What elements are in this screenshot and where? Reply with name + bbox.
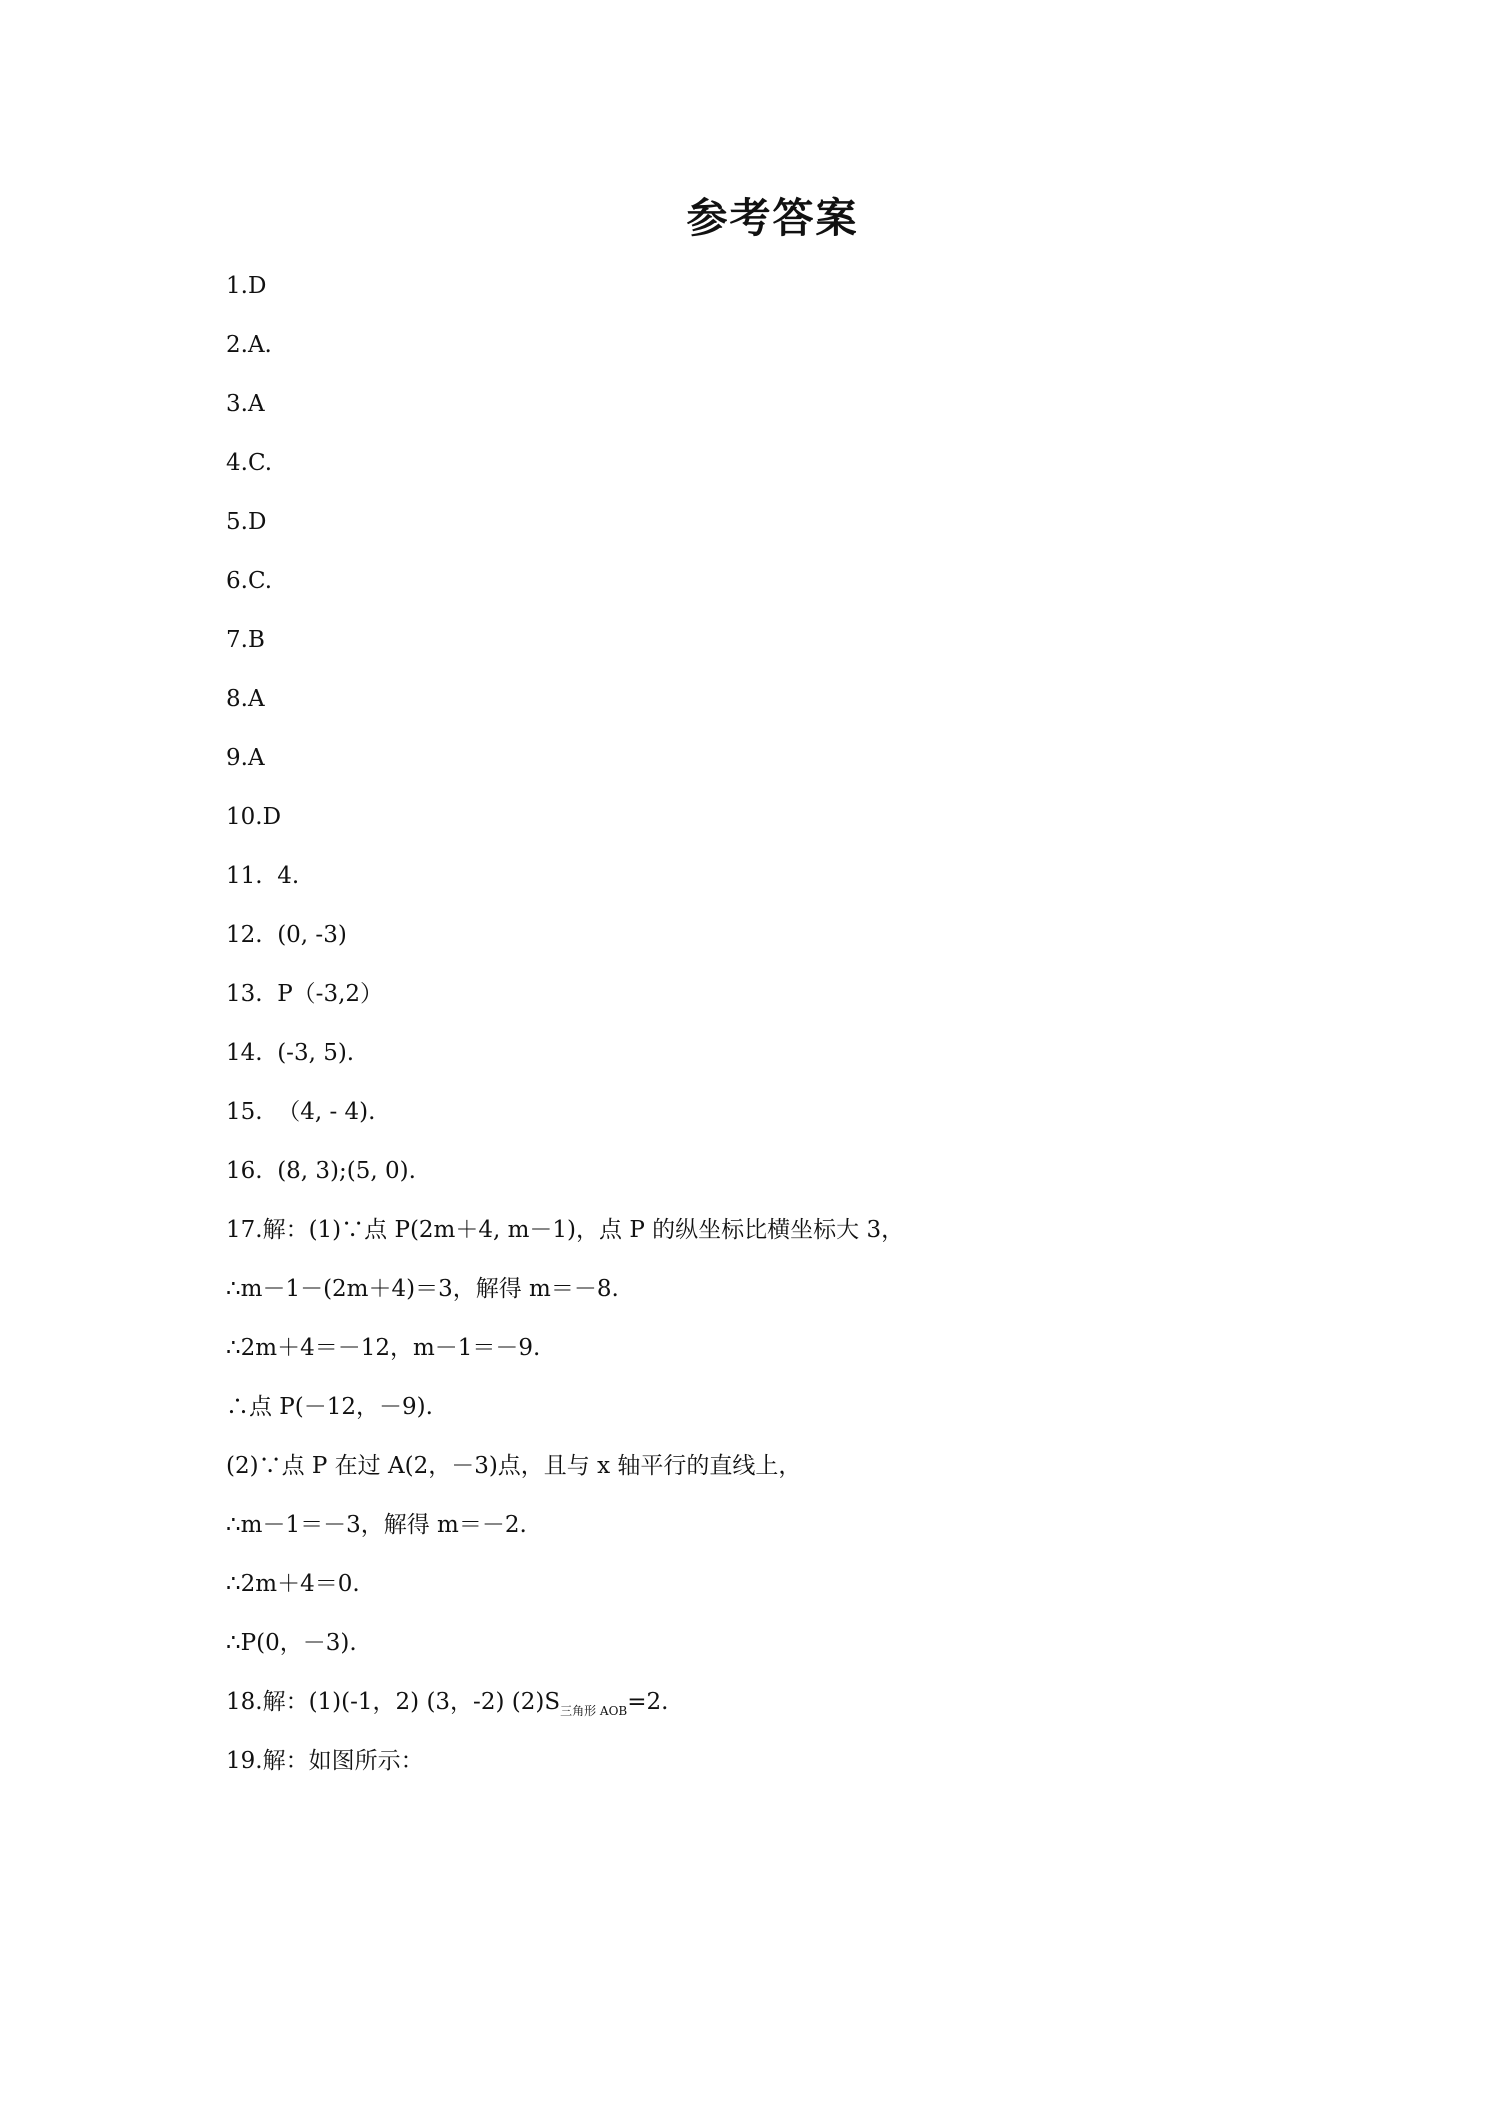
solution-17-line-8: ∴P(0，－3). bbox=[226, 1630, 357, 1656]
answer-12: 12. (0, -3) bbox=[226, 922, 347, 948]
answer-3: 3.A bbox=[226, 391, 265, 417]
solution-17-line-1: 17.解：(1)∵点 P(2m＋4, m－1)，点 P 的纵坐标比横坐标大 3， bbox=[226, 1217, 905, 1243]
page-title: 参考答案 bbox=[686, 194, 859, 242]
solution-17-line-3: ∴2m＋4＝－12，m－1＝－9. bbox=[226, 1335, 541, 1361]
answer-4: 4.C. bbox=[226, 450, 273, 476]
solution-17-line-4: ∴点 P(－12，－9). bbox=[226, 1394, 433, 1420]
answer-6: 6.C. bbox=[226, 568, 273, 594]
answer-8: 8.A bbox=[226, 686, 265, 712]
solution-17-line-2: ∴m－1－(2m＋4)＝3，解得 m＝－8. bbox=[226, 1276, 619, 1302]
solution-17-line-7: ∴2m＋4＝0. bbox=[226, 1571, 360, 1597]
answer-16: 16. (8, 3);(5, 0). bbox=[226, 1158, 416, 1184]
answer-14: 14. (-3, 5). bbox=[226, 1040, 355, 1066]
solution-19: 19.解：如图所示： bbox=[226, 1748, 424, 1774]
answer-5: 5.D bbox=[226, 509, 267, 535]
solution-18-prefix: 18.解：(1)(-1，2) (3，-2) (2)S bbox=[226, 1689, 561, 1715]
answer-10: 10.D bbox=[226, 804, 282, 830]
solution-18-suffix: =2. bbox=[627, 1689, 669, 1715]
answer-list bbox=[226, 266, 1386, 1800]
answer-1: 1.D bbox=[226, 273, 267, 299]
solution-18-subscript: 三角形 AOB bbox=[560, 1704, 628, 1718]
solution-18 bbox=[226, 1682, 1386, 1741]
answer-15: 15. （4, - 4). bbox=[226, 1099, 376, 1125]
solution-17-line-6: ∴m－1＝－3，解得 m＝－2. bbox=[226, 1512, 527, 1538]
answer-11: 11. 4. bbox=[226, 863, 300, 889]
answer-13: 13. P（-3,2） bbox=[226, 981, 384, 1007]
answer-7: 7.B bbox=[226, 627, 265, 653]
solution-17-line-5: (2)∵点 P 在过 A(2，－3)点，且与 x 轴平行的直线上， bbox=[226, 1453, 802, 1479]
answer-2: 2.A. bbox=[226, 332, 272, 358]
answer-9: 9.A bbox=[226, 745, 265, 771]
